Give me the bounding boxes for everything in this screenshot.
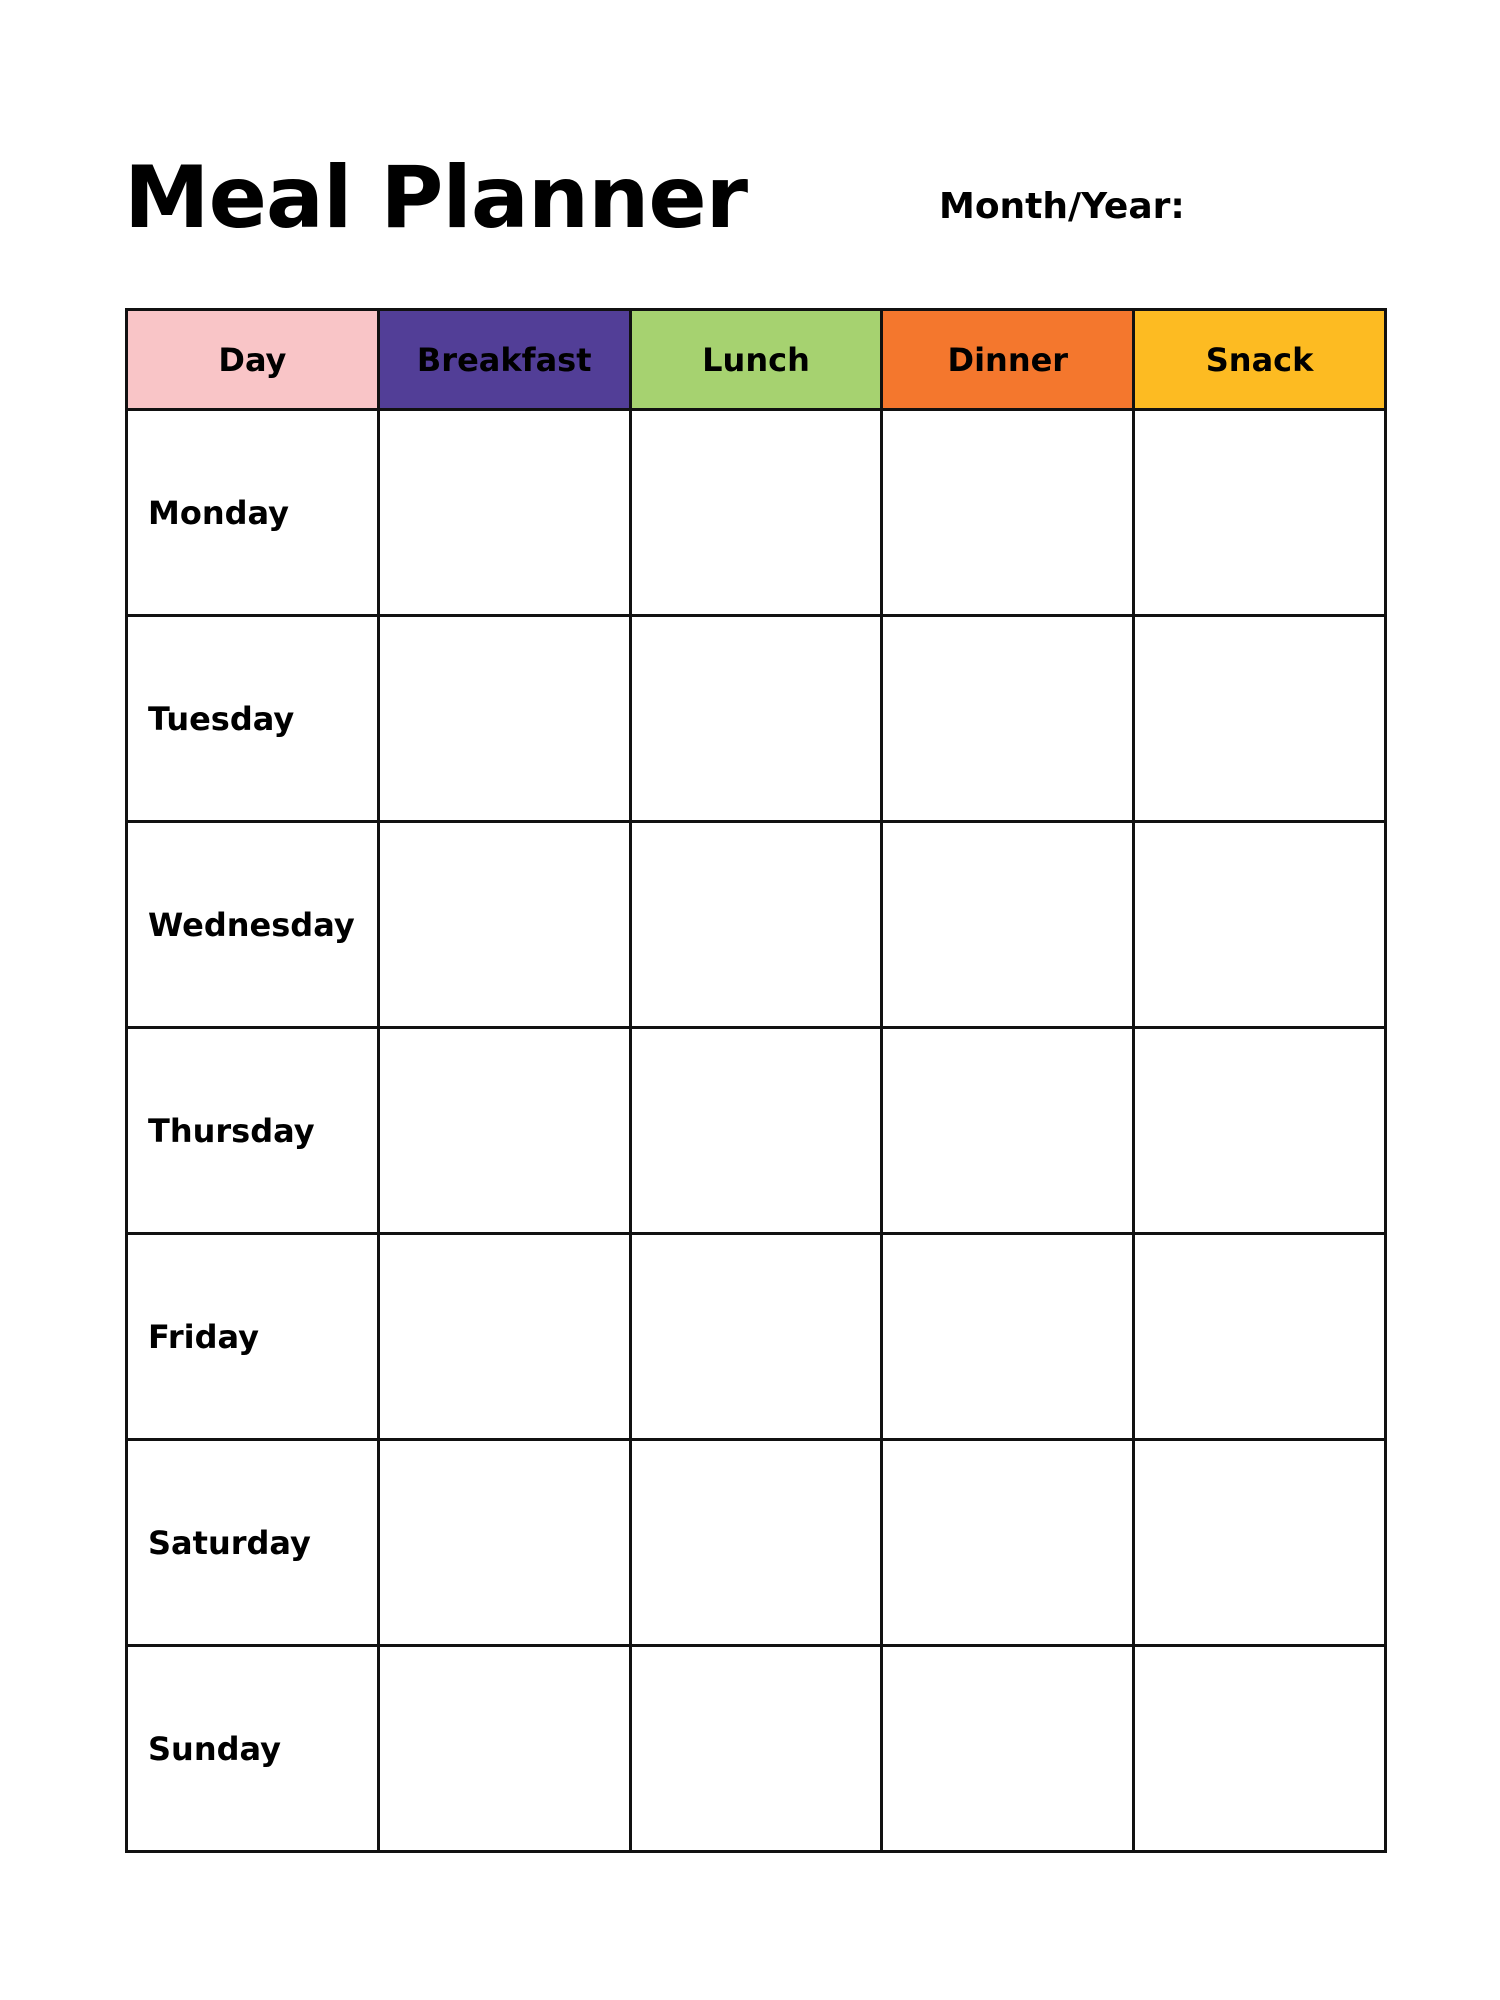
breakfast-cell[interactable]: [378, 822, 630, 1028]
month-year-label: Month/Year:: [939, 186, 1185, 227]
dinner-cell[interactable]: [882, 1440, 1134, 1646]
lunch-cell[interactable]: [630, 410, 882, 616]
page-title: Meal Planner: [124, 148, 748, 248]
lunch-cell[interactable]: [630, 822, 882, 1028]
table-row: [127, 1646, 1386, 1852]
dinner-cell[interactable]: [882, 822, 1134, 1028]
dinner-cell[interactable]: [882, 410, 1134, 616]
breakfast-cell[interactable]: [378, 1440, 630, 1646]
dinner-cell[interactable]: [882, 616, 1134, 822]
header-dinner: Dinner: [882, 310, 1134, 410]
lunch-cell[interactable]: [630, 1440, 882, 1646]
table-row: [127, 822, 1386, 1028]
header-snack: Snack: [1134, 310, 1386, 410]
table-row: [127, 1028, 1386, 1234]
snack-cell[interactable]: [1134, 822, 1386, 1028]
snack-cell[interactable]: [1134, 1234, 1386, 1440]
dinner-cell[interactable]: [882, 1234, 1134, 1440]
lunch-cell[interactable]: [630, 616, 882, 822]
breakfast-cell[interactable]: [378, 1234, 630, 1440]
day-label-tuesday: Tuesday: [127, 616, 379, 822]
snack-cell[interactable]: [1134, 1028, 1386, 1234]
table-row: [127, 616, 1386, 822]
dinner-cell[interactable]: [882, 1028, 1134, 1234]
header-lunch: Lunch: [630, 310, 882, 410]
header-row: [127, 310, 1386, 410]
breakfast-cell[interactable]: [378, 1028, 630, 1234]
snack-cell[interactable]: [1134, 1646, 1386, 1852]
breakfast-cell[interactable]: [378, 410, 630, 616]
snack-cell[interactable]: [1134, 616, 1386, 822]
header-breakfast: Breakfast: [378, 310, 630, 410]
header-day: Day: [127, 310, 379, 410]
lunch-cell[interactable]: [630, 1234, 882, 1440]
day-label-thursday: Thursday: [127, 1028, 379, 1234]
day-label-friday: Friday: [127, 1234, 379, 1440]
breakfast-cell[interactable]: [378, 1646, 630, 1852]
table-row: [127, 1234, 1386, 1440]
table-row: [127, 1440, 1386, 1646]
snack-cell[interactable]: [1134, 410, 1386, 616]
day-label-monday: Monday: [127, 410, 379, 616]
lunch-cell[interactable]: [630, 1028, 882, 1234]
breakfast-cell[interactable]: [378, 616, 630, 822]
lunch-cell[interactable]: [630, 1646, 882, 1852]
day-label-saturday: Saturday: [127, 1440, 379, 1646]
day-label-wednesday: Wednesday: [127, 822, 379, 1028]
table-row: [127, 410, 1386, 616]
snack-cell[interactable]: [1134, 1440, 1386, 1646]
dinner-cell[interactable]: [882, 1646, 1134, 1852]
day-label-sunday: Sunday: [127, 1646, 379, 1852]
meal-planner-table: [125, 308, 1387, 1853]
